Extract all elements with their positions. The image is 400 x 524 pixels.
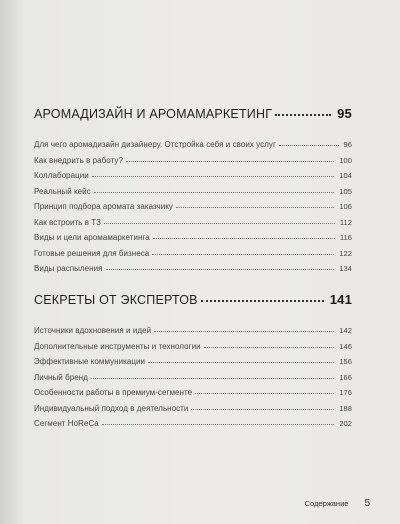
entry-page-number: 176 [339,388,352,397]
entry-page-number: 96 [343,140,352,149]
entry-page-number: 142 [339,326,352,335]
entry-page-number: 116 [339,233,352,242]
entry-title: Сегмент HoReCa [34,419,99,428]
dot-leader [191,408,334,410]
entry-title: Реальный кейс [34,186,91,196]
entry-title: Виды и цели аромамаркетинга [34,233,150,242]
section-title: АРОМАДИЗАЙН И АРОМАМАРКЕТИНГ [34,107,273,121]
entry-title: Готовые решения для бизнеса [34,248,150,258]
dot-leader [148,361,334,363]
toc-entry[interactable] [34,156,352,172]
entry-title: Принцип подбора аромата заказчику [34,202,173,211]
toc-entry[interactable] [34,326,352,342]
entry-page-number: 112 [339,217,352,227]
entry-title: Как встроить в ТЗ [34,217,102,227]
dot-leader [201,299,324,302]
entry-title: Источники вдохновения и идей [34,326,152,335]
entry-page-number: 156 [339,357,352,366]
toc-entry[interactable] [34,249,352,265]
dot-leader [104,222,335,224]
entry-title: Особенности работы в премиум-сегменте [34,388,193,397]
dot-leader [126,160,334,162]
entry-page-number: 202 [339,419,352,428]
section-heading[interactable] [34,106,352,126]
dot-leader [102,423,335,425]
dot-leader [92,175,335,177]
entry-page-number: 122 [339,248,352,258]
footer-page-number: 5 [364,498,370,509]
toc-entry[interactable] [34,218,352,234]
entry-page-number: 106 [339,202,352,211]
entry-page-number: 134 [339,264,352,273]
entry-page-number: 146 [339,341,352,351]
dot-leader [153,237,335,239]
dot-leader [91,377,334,379]
toc-entry[interactable] [34,202,352,218]
dot-leader [275,113,331,116]
dot-leader [94,191,335,193]
entry-title: Индивидуальный подход в деятельности [34,403,189,413]
entry-title: Для чего аромадизайн дизайнеру. Отстройка себя и своих услуг [34,140,276,149]
section-page-number: 141 [329,292,352,307]
entry-page-number: 188 [339,403,352,413]
dot-leader [195,392,334,394]
toc-entry[interactable] [34,233,352,249]
entry-page-number: 166 [339,372,352,382]
toc-section [34,106,352,280]
entry-title: Личный бренд [34,372,88,382]
entry-page-number: 105 [339,186,352,196]
entry-title: Как внедрить в работу? [34,155,123,165]
dot-leader [152,253,334,255]
toc-entry[interactable] [34,419,352,435]
toc-entry[interactable] [34,171,352,187]
toc-section [34,292,352,435]
entry-page-number: 100 [339,155,352,165]
toc-entry[interactable] [34,373,352,389]
footer-section-name: Содержание [304,499,349,508]
entry-page-number: 104 [339,171,352,180]
entry-title: Коллаборации [34,171,89,180]
toc-entry[interactable] [34,404,352,420]
toc-entry[interactable] [34,388,352,404]
dot-leader [279,144,339,146]
entry-title: Эффективные коммуникации [34,357,146,366]
dot-leader [106,268,335,270]
dot-leader [176,206,334,208]
entry-title: Дополнительные инструменты и технологии [34,341,201,351]
section-heading[interactable] [34,292,352,312]
dot-leader [204,346,335,348]
toc-entry[interactable] [34,342,352,358]
page-footer [305,498,370,509]
entry-title: Виды распыления [34,264,103,273]
dot-leader [154,330,334,332]
toc-entry[interactable] [34,140,352,156]
section-page-number: 95 [337,106,352,121]
toc-entry[interactable] [34,264,352,280]
toc-entry[interactable] [34,187,352,203]
toc-entry[interactable] [34,357,352,373]
section-title: СЕКРЕТЫ ОТ ЭКСПЕРТОВ [34,293,198,307]
